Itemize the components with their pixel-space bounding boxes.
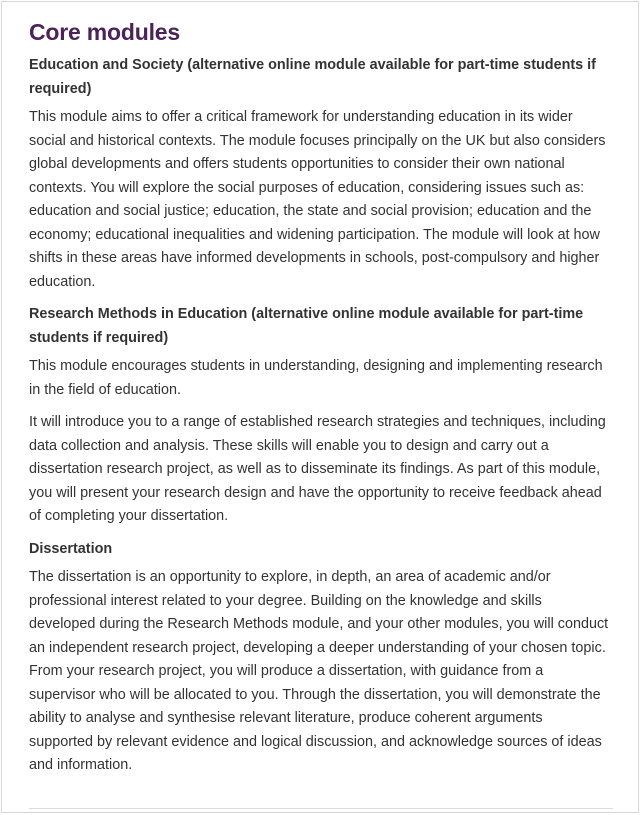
core-modules-panel bbox=[1, 1, 639, 813]
module-description-research-methods-detail: It will introduce you to a range of established research strategies and techniques, including data collection and analysis. These skills will enable you to design and carry out a dissertation research project, as well as to disseminate its findings. As part of this module, you will present your research design and have the opportunity to receive feedback ahead of completing your dissertation. bbox=[29, 414, 606, 524]
section-divider bbox=[29, 808, 613, 809]
module-title-education-and-society: Education and Society (alternative online module available for part-time students if required) bbox=[29, 57, 596, 97]
section-title: Core modules bbox=[29, 19, 180, 45]
module-title-dissertation: Dissertation bbox=[29, 540, 113, 557]
module-description-education-and-society: This module aims to offer a critical framework for understanding education in its wider social and historical contexts. The module focuses principally on the UK but also considers global developments and offers students opportunities to consider their own national contexts. You will explore the social purposes of education, considering issues such as: education and social justice; education, the state and social provision; education and the economy; educational inequalities and widening participation. The module will look at how shifts in these areas have informed developments in schools, post-compulsory and higher education. bbox=[29, 109, 606, 290]
module-title-research-methods: Research Methods in Education (alternative online module available for part-time students if required) bbox=[29, 306, 584, 346]
module-description-research-methods-intro: This module encourages students in understanding, designing and implementing research in the field of education. bbox=[29, 358, 603, 398]
core-modules-content bbox=[29, 16, 609, 787]
module-description-dissertation: The dissertation is an opportunity to explore, in depth, an area of academic and/or professional interest related to your degree. Building on the knowledge and skills developed during the Research Methods module, and your other modules, you will conduct an independent research project, developing a deeper understanding of your chosen topic. From your research project, you will produce a dissertation, with guidance from a supervisor who will be allocated to you. Through the dissertation, you will demonstrate the ability to analyse and synthesise relevant literature, produce coherent arguments supported by relevant evidence and logical discussion, and acknowledge sources of ideas and information. bbox=[29, 569, 609, 773]
